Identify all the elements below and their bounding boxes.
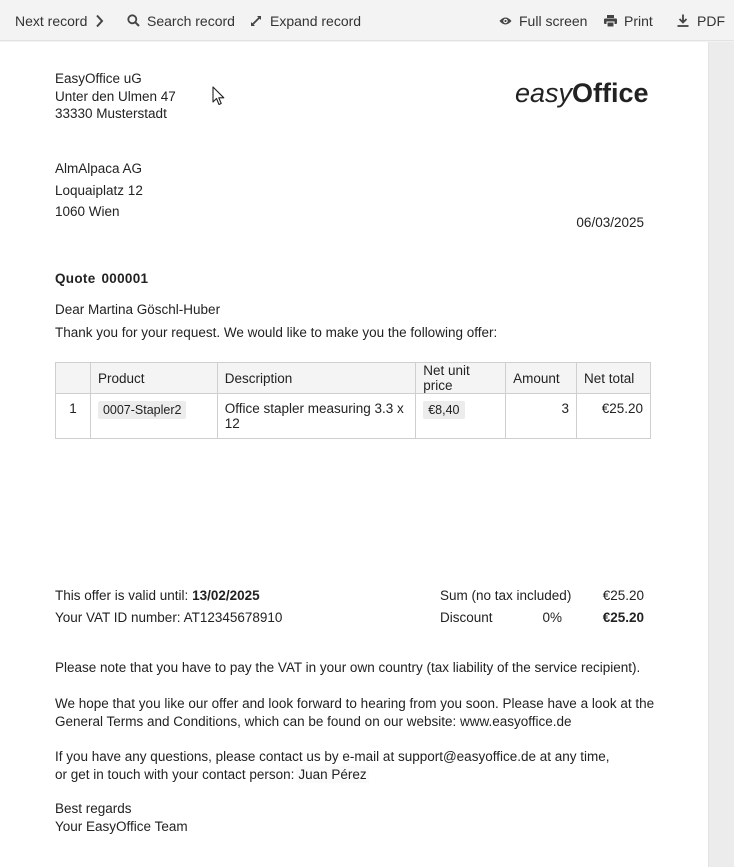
sender-city: 33330 Musterstadt: [55, 106, 167, 121]
vat-line: [55, 610, 282, 625]
closing-line-2: General Terms and Conditions, which can be found on our website: www.easyoffice.de: [55, 713, 572, 729]
vertical-scrollbar[interactable]: [708, 42, 734, 867]
pdf-label: PDF: [697, 12, 725, 29]
cell-unit-price: [416, 394, 506, 439]
team-name: Your EasyOffice Team: [55, 819, 188, 834]
chevron-right-icon: [95, 14, 104, 28]
sender-company: EasyOffice uG: [55, 71, 142, 86]
toolbar: [0, 0, 734, 41]
full-screen-button[interactable]: [499, 0, 587, 41]
cell-product: [90, 394, 217, 439]
pdf-button[interactable]: [677, 0, 725, 41]
search-record-label: Search record: [147, 12, 235, 29]
regards: Best regards: [55, 801, 132, 816]
contact-paragraph: [55, 748, 610, 783]
contact-person: Juan Pérez: [298, 766, 367, 782]
mouse-cursor-icon: [212, 86, 225, 111]
header-net-total: Net total: [577, 363, 651, 394]
items-table: [55, 362, 651, 439]
signature: [55, 800, 188, 836]
document-date: 06/03/2025: [576, 215, 644, 230]
header-position: [56, 363, 91, 394]
discount-label: Discount: [440, 610, 493, 625]
table-header-row: [56, 363, 651, 394]
greeting: Dear Martina Göschl-Huber: [55, 302, 221, 317]
intro-text: Thank you for your request. We would like to make you the following offer:: [55, 325, 498, 340]
expand-record-label: Expand record: [270, 12, 362, 29]
vat-label: Your VAT ID number:: [55, 610, 181, 625]
sum-label: Sum (no tax included): [440, 588, 572, 603]
print-label: Print: [624, 12, 653, 29]
next-record-button[interactable]: [15, 0, 104, 41]
recipient-address: [55, 158, 143, 223]
header-product: Product: [90, 363, 217, 394]
sender-address: [55, 70, 176, 123]
cell-amount: 3: [506, 394, 577, 439]
validity-label: This offer is valid until:: [55, 588, 189, 603]
vat-value: AT12345678910: [183, 610, 283, 625]
validity-date: 13/02/2025: [192, 588, 260, 603]
contact-line-1: If you have any questions, please contact us by e-mail at support@easyoffice.de at any time,: [55, 749, 610, 764]
closing-paragraph: [55, 695, 654, 730]
discount-total: €25.20: [602, 610, 644, 625]
eye-icon: [499, 16, 512, 26]
expand-icon: [250, 15, 262, 27]
header-amount: Amount: [506, 363, 577, 394]
expand-record-button[interactable]: [250, 0, 361, 41]
quote-title: [55, 271, 148, 286]
table-row: [56, 394, 651, 439]
search-record-button[interactable]: [127, 0, 235, 41]
cell-description: Office stapler measuring 3.3 x 12: [217, 394, 416, 439]
print-button[interactable]: [604, 0, 653, 41]
cell-net-total: €25.20: [577, 394, 651, 439]
download-icon: [677, 14, 689, 27]
sum-value: €25.20: [602, 588, 644, 603]
closing-line-1: We hope that you like our offer and look forward to hearing from you soon. Please have a look at the: [55, 696, 655, 711]
cell-position: 1: [56, 394, 91, 439]
next-record-label: Next record: [15, 12, 88, 29]
quote-number: 000001: [101, 271, 149, 286]
header-description: Description: [217, 363, 416, 394]
recipient-street: Loquaiplatz 12: [55, 182, 143, 198]
recipient-company: AlmAlpaca AG: [55, 161, 143, 176]
document-page: [0, 42, 708, 867]
full-screen-label: Full screen: [519, 12, 588, 29]
discount-percent: 0%: [542, 610, 562, 625]
company-logo: easyOffice: [515, 78, 649, 108]
printer-icon: [604, 15, 617, 27]
header-net-unit-price: Net unit price: [416, 363, 506, 394]
recipient-city: 1060 Wien: [55, 204, 120, 219]
unit-price-chip[interactable]: €8,40: [423, 401, 464, 419]
search-icon: [127, 14, 140, 27]
quote-label: Quote: [55, 271, 96, 286]
product-chip[interactable]: 0007-Stapler2: [98, 401, 187, 419]
contact-line-2: or get in touch with your contact person:: [55, 766, 295, 782]
vat-note: Please note that you have to pay the VAT in your own country (tax liability of the service recipient).: [55, 660, 641, 675]
sender-street: Unter den Ulmen 47: [55, 88, 176, 104]
validity-line: [55, 588, 260, 603]
